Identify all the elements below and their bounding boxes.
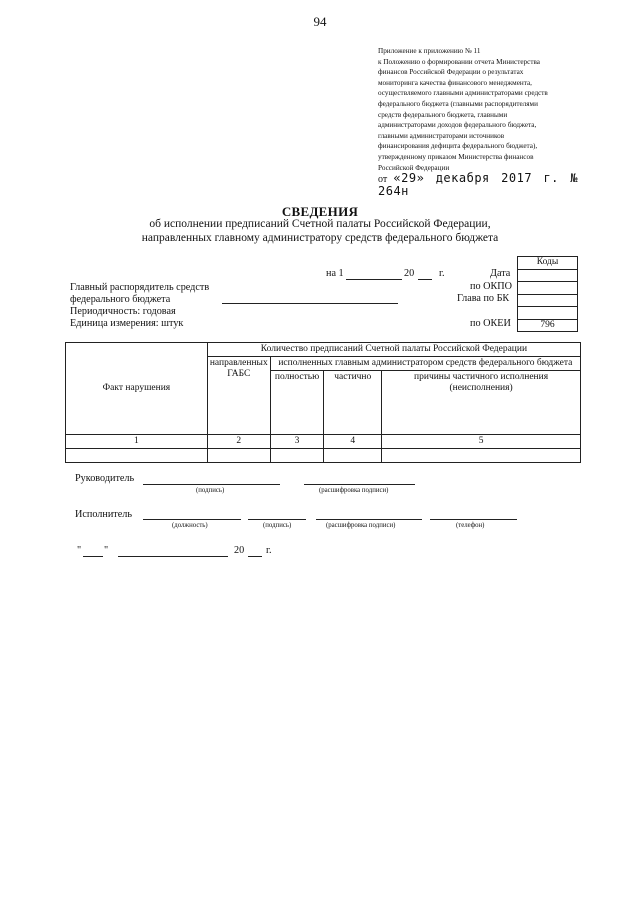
head-sign-caption: (подпись): [196, 487, 225, 494]
date-line[interactable]: [346, 279, 402, 280]
document-subtitle-line-2: направленных главному администратору средств федерального бюджета: [141, 232, 499, 244]
col-number: 5: [382, 435, 581, 449]
year-prefix: 20: [404, 268, 415, 279]
unit-of-measure: Единица измерения: штук: [70, 318, 184, 329]
codes-box: [517, 256, 578, 332]
code-label-okei: по ОКЕИ: [470, 318, 511, 329]
appendix-line: финансов Российской Федерации о результатах: [378, 68, 524, 77]
col-partial-header: частично: [324, 371, 382, 435]
date-quote-open: ": [77, 545, 82, 556]
appendix-line: к Положению о формировании отчета Министерства: [378, 57, 540, 66]
appendix-line: средств федерального бюджета, главными: [378, 110, 508, 119]
date-suffix: г.: [266, 545, 272, 556]
exec-position-caption: (должность): [172, 522, 208, 529]
table-cell[interactable]: [324, 449, 382, 463]
document-title: СВЕДЕНИЯ: [281, 204, 359, 219]
appendix-header: [378, 46, 578, 198]
col-executed-header: исполненных главным администратором средств федерального бюджета: [270, 357, 580, 371]
appendix-line: Приложение к приложению № 11: [378, 47, 481, 55]
exec-sign-line[interactable]: [248, 519, 306, 520]
appendix-line: утвержденному приказом Министерства финансов: [378, 152, 534, 161]
date-prefix: на 1: [326, 268, 344, 279]
col-full-header: полностью: [270, 371, 324, 435]
order-reference: [378, 173, 578, 198]
col-count-header: Количество предписаний Счетной палаты Российской Федерации: [207, 343, 580, 357]
year-line[interactable]: [418, 279, 432, 280]
main-manager-line[interactable]: [222, 303, 398, 304]
head-sign-line[interactable]: [143, 484, 280, 485]
exec-phone-line[interactable]: [430, 519, 517, 520]
code-label-chapter: Глава по БК: [457, 293, 510, 304]
violations-table: [65, 342, 581, 463]
exec-sign-caption: (подпись): [263, 522, 292, 529]
table-cell[interactable]: [66, 449, 208, 463]
code-label-date: Дата: [490, 268, 511, 279]
appendix-line: администраторами доходов федерального бюджета,: [378, 121, 537, 130]
table-cell[interactable]: [207, 449, 270, 463]
date-year-line[interactable]: [248, 556, 262, 557]
code-label-okpo: по ОКПО: [470, 281, 512, 292]
code-empty-cell[interactable]: [518, 306, 577, 319]
main-manager-label-2: федерального бюджета: [70, 294, 171, 305]
col-fact-header: Факт нарушения: [66, 343, 208, 435]
head-label: Руководитель: [75, 473, 135, 484]
code-okei-cell: 796: [518, 319, 577, 332]
appendix-line: осуществляемого главными администраторами средств: [378, 89, 548, 98]
code-date-cell[interactable]: [518, 269, 577, 282]
periodicity: Периодичность: годовая: [70, 306, 176, 317]
col-number: 4: [324, 435, 382, 449]
page-number: 94: [313, 14, 327, 29]
appendix-line: финансирования дефицита федерального бюджета),: [378, 142, 538, 151]
appendix-line: главными администраторами источников: [378, 131, 505, 140]
date-year-prefix: 20: [234, 545, 245, 556]
date-quote-close: ": [104, 545, 109, 556]
head-decode-caption: (расшифровка подписи): [319, 487, 389, 494]
code-okpo-cell[interactable]: [518, 281, 577, 294]
appendix-line: Российской Федерации: [378, 163, 450, 172]
col-sent-header: направленных ГАБС: [207, 357, 270, 435]
exec-decode-line[interactable]: [316, 519, 422, 520]
col-number: 3: [270, 435, 324, 449]
exec-phone-caption: (телефон): [456, 522, 485, 529]
col-number: 1: [66, 435, 208, 449]
col-reasons-header: причины частичного исполнения (неисполнения): [382, 371, 581, 435]
exec-position-line[interactable]: [143, 519, 241, 520]
head-decode-line[interactable]: [304, 484, 415, 485]
month-line[interactable]: [118, 556, 228, 557]
appendix-line: мониторинга качества финансового менеджмента,: [378, 78, 532, 87]
order-prefix: от: [378, 174, 388, 186]
code-chapter-cell[interactable]: [518, 294, 577, 307]
day-line[interactable]: [83, 556, 103, 557]
appendix-line: федерального бюджета (главными распорядителями: [378, 99, 538, 108]
order-date-number: «29» декабря 2017 г. № 264н: [378, 171, 579, 198]
table-cell[interactable]: [270, 449, 324, 463]
year-suffix: г.: [439, 268, 445, 279]
document-subtitle-line-1: об исполнении предписаний Счетной палаты Российской Федерации,: [149, 218, 491, 230]
exec-decode-caption: (расшифровка подписи): [326, 522, 396, 529]
col-number: 2: [207, 435, 270, 449]
main-manager-label-1: Главный распорядитель средств: [70, 282, 210, 293]
exec-label: Исполнитель: [75, 509, 132, 520]
table-cell[interactable]: [382, 449, 581, 463]
codes-header: Коды: [536, 257, 559, 267]
